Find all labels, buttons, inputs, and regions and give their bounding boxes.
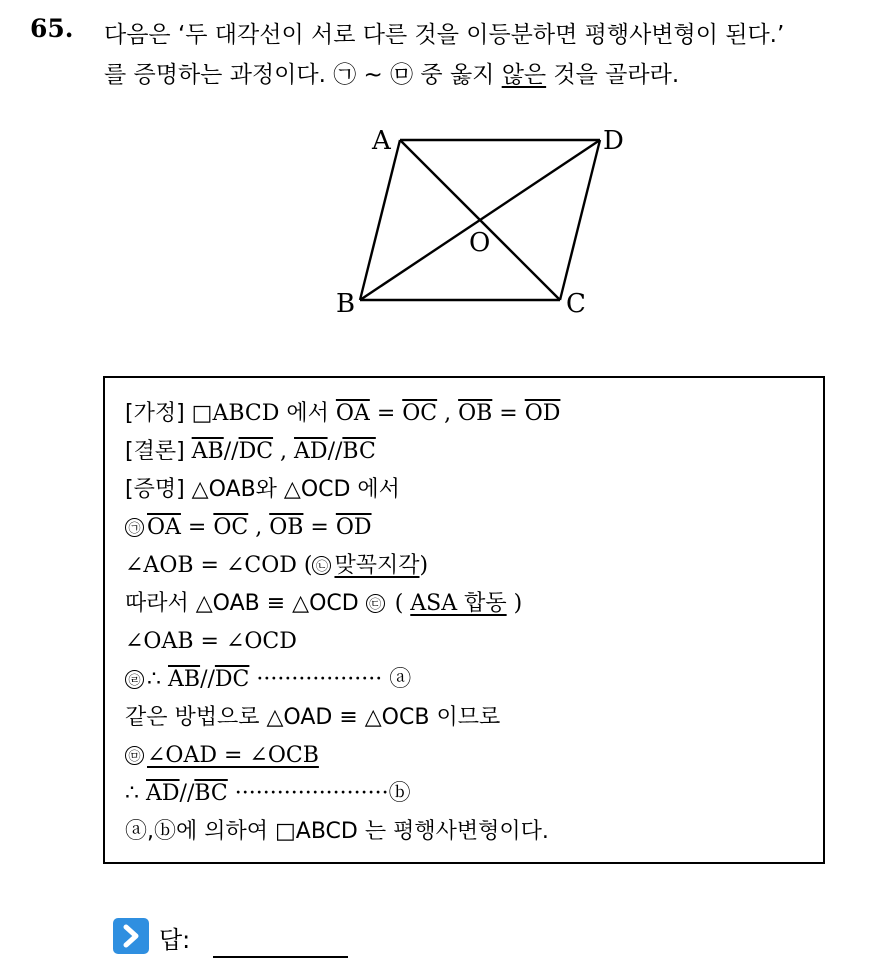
proof-line-step3 <box>125 590 522 618</box>
parallel-sign: // <box>200 667 215 692</box>
equals: = <box>303 515 336 540</box>
proof-line-angle-equal: ∠OAB = ∠OCD <box>125 629 297 654</box>
answer-blank[interactable] <box>213 956 348 958</box>
step-mark-2: ㉡ <box>312 556 331 575</box>
question-text-line1: 다음은 ‘두 대각선이 서로 다른 것을 이등분하면 평행사변형이 된다.’ <box>104 22 785 48</box>
congruence-statement: 따라서 △OAB ≡ △OCD <box>125 591 366 616</box>
parallel-sign: // <box>223 439 239 464</box>
proof-line-therefore-ad-bc <box>125 780 411 808</box>
vertex-label-a: A <box>372 126 391 156</box>
conclusion-tag: [결론] <box>125 439 185 464</box>
vertex-label-d: D <box>603 126 624 156</box>
step-mark-1: ㉠ <box>125 518 144 537</box>
answer-label: 답: <box>159 926 191 954</box>
congruence-reason: ASA 합동 <box>410 591 507 616</box>
leader-dots: ·················· <box>249 667 390 692</box>
question-underlined-word: 않은 <box>501 62 547 88</box>
vertical-angles-reason: 맞꼭지각 <box>334 553 420 578</box>
hypothesis-tag: [가정] <box>125 401 185 426</box>
segment-oc: $\overline{OC}$ <box>402 401 438 426</box>
equals: = <box>180 515 214 540</box>
close-paren: ) <box>419 553 429 578</box>
step-mark-3: ㉢ <box>366 594 385 613</box>
parallel-sign: // <box>327 439 343 464</box>
segment-ob: $\overline{OB}$ <box>458 401 493 426</box>
proof-intro-text: △OAB와 △OCD 에서 <box>184 477 400 502</box>
close-paren: ) <box>506 591 523 616</box>
segment-ob: $\overline{OB}$ <box>269 515 304 540</box>
question-number: 65. <box>30 14 74 43</box>
open-paren: ( <box>387 591 411 616</box>
proof-line-step5 <box>125 742 319 770</box>
result-label-b: ⓑ <box>388 781 411 806</box>
comma: , <box>273 439 295 464</box>
comma: , <box>437 401 459 426</box>
segment-oc: $\overline{OC}$ <box>213 515 249 540</box>
diagonal-bd <box>360 140 600 300</box>
proof-line-step1 <box>125 514 372 542</box>
proof-line-conclusion <box>125 438 376 466</box>
proof-line-step2 <box>125 552 428 580</box>
proof-line-similarly: 같은 방법으로 △OAD ≡ △OCB 이므로 <box>125 705 501 730</box>
center-label-o: O <box>469 228 491 258</box>
therefore-sign: ∴ <box>147 667 168 692</box>
segment-oa: $\overline{OA}$ <box>147 515 181 540</box>
segment-od: $\overline{OD}$ <box>335 515 372 540</box>
proof-line-final: ⓐ,ⓑ에 의하여 □ABCD 는 평행사변형이다. <box>125 819 549 844</box>
parallelogram-svg <box>320 112 640 322</box>
question-text-line2 <box>104 56 679 89</box>
segment-dc: $\overline{DC}$ <box>214 667 250 692</box>
parallel-sign: // <box>179 781 195 806</box>
vertex-label-c: C <box>566 289 586 319</box>
parallelogram-figure <box>320 112 640 326</box>
segment-bc: $\overline{BC}$ <box>342 439 376 464</box>
step-mark-5: ㉤ <box>125 746 144 765</box>
leader-dots: ······················ <box>227 781 389 806</box>
equals: = <box>492 401 525 426</box>
equals: = <box>369 401 403 426</box>
question-text-pre: 를 증명하는 과정이다. ㉠ ~ ㉤ 중 옳지 <box>104 62 502 88</box>
proof-tag: [증명] <box>125 477 185 502</box>
angle-equation: ∠AOB = ∠COD ( <box>125 553 313 578</box>
proof-line-step4 <box>125 666 411 694</box>
segment-ab: $\overline{AB}$ <box>191 439 224 464</box>
chevron-right-icon <box>113 918 149 954</box>
proof-line-proof-start <box>125 476 400 504</box>
vertex-label-b: B <box>336 289 356 319</box>
proof-box <box>103 376 825 864</box>
segment-dc: $\overline{DC}$ <box>238 439 274 464</box>
comma: , <box>248 515 270 540</box>
segment-ab: $\overline{AB}$ <box>168 667 201 692</box>
chevron-right-icon-svg <box>113 918 149 954</box>
segment-bc: $\overline{BC}$ <box>194 781 228 806</box>
segment-ad: $\overline{AD}$ <box>146 781 180 806</box>
segment-ad: $\overline{AD}$ <box>294 439 328 464</box>
question-text-post: 것을 골라라. <box>546 62 680 88</box>
result-label-a: ⓐ <box>389 667 412 692</box>
segment-oa: $\overline{OA}$ <box>335 401 370 426</box>
segment-od: $\overline{OD}$ <box>524 401 561 426</box>
step-mark-4: ㉣ <box>125 670 144 689</box>
hypothesis-text: □ABCD 에서 <box>184 401 336 426</box>
alternate-angles: ∠OAD = ∠OCB <box>147 743 319 768</box>
therefore-sign: ∴ <box>125 781 146 806</box>
proof-line-hypothesis <box>125 400 560 428</box>
